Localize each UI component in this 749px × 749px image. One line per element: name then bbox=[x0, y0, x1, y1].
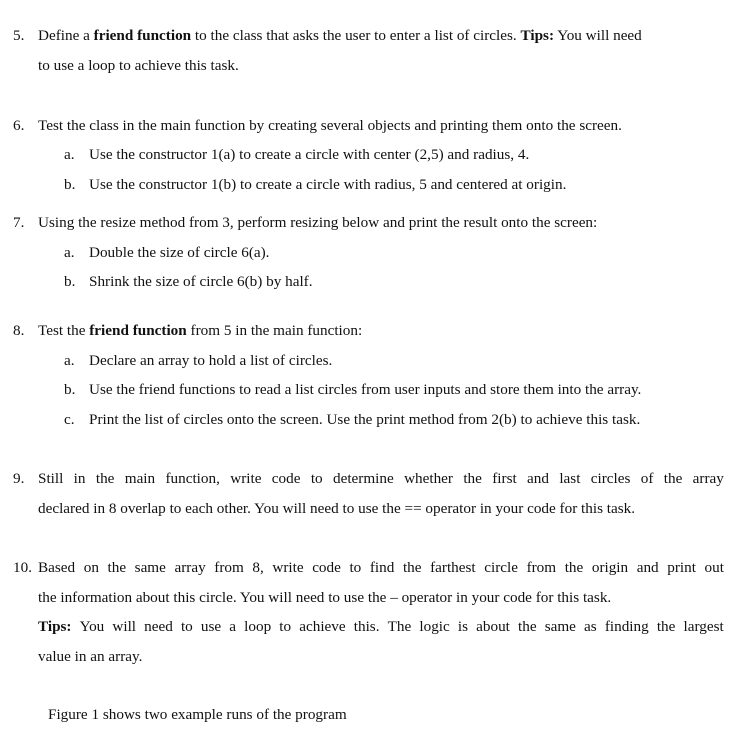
item-5-number: 5. bbox=[13, 27, 25, 44]
word: need bbox=[144, 618, 173, 635]
word: out bbox=[704, 559, 724, 576]
word: find bbox=[369, 559, 395, 576]
text-run: You will need bbox=[554, 27, 642, 44]
item-10-line-3 bbox=[38, 618, 724, 636]
item-5-line-2: to use a loop to achieve this task. bbox=[38, 57, 239, 74]
item-8c-label: c. bbox=[64, 411, 75, 428]
word: and bbox=[636, 559, 659, 576]
item-8b-label: b. bbox=[64, 381, 76, 398]
word: is bbox=[457, 618, 469, 635]
word: to bbox=[310, 470, 323, 487]
item-8a-label: a. bbox=[64, 352, 75, 369]
word: logic bbox=[419, 618, 450, 635]
item-7a-label: a. bbox=[64, 244, 75, 261]
item-10-number: 10. bbox=[13, 559, 32, 576]
word: the bbox=[564, 559, 584, 576]
word: origin bbox=[591, 559, 629, 576]
word: The bbox=[387, 618, 412, 635]
word: print bbox=[667, 559, 696, 576]
word: array bbox=[174, 559, 206, 576]
word: about bbox=[476, 618, 510, 635]
word: same bbox=[134, 559, 166, 576]
item-7-text: Using the resize method from 3, perform resizing below and print the result onto the screen: bbox=[38, 214, 598, 231]
word: loop bbox=[244, 618, 272, 635]
item-10-line-4: value in an array. bbox=[38, 648, 143, 665]
item-9-number: 9. bbox=[13, 470, 25, 487]
word: this. bbox=[353, 618, 380, 635]
word: whether bbox=[404, 470, 453, 487]
word: code bbox=[271, 470, 301, 487]
item-8c-text: Print the list of circles onto the screen. Use the print method from 2(b) to achieve this task. bbox=[89, 411, 641, 428]
word: main bbox=[124, 470, 156, 487]
word: 8, bbox=[252, 559, 264, 576]
word: finding bbox=[604, 618, 649, 635]
word: array bbox=[692, 470, 724, 487]
item-7b-label: b. bbox=[64, 273, 76, 290]
item-9-line-1 bbox=[38, 470, 724, 488]
item-6b-label: b. bbox=[64, 176, 76, 193]
text-run: from 5 in the main function: bbox=[186, 322, 363, 339]
item-6b-text: Use the constructor 1(b) to create a circle with radius, 5 and centered at origin. bbox=[89, 176, 567, 193]
word: first bbox=[492, 470, 517, 487]
item-8-number: 8. bbox=[13, 322, 25, 339]
word: to bbox=[180, 618, 193, 635]
item-8b-text: Use the friend functions to read a list circles from user inputs and store them into the array. bbox=[89, 381, 642, 398]
item-6a-label: a. bbox=[64, 146, 75, 163]
word: to bbox=[279, 618, 292, 635]
word: the bbox=[95, 470, 115, 487]
word: determine bbox=[332, 470, 394, 487]
word: the bbox=[656, 618, 676, 635]
text-run: Test the bbox=[38, 322, 90, 339]
bold-term-friend-function: friend function bbox=[93, 27, 192, 44]
item-10-line-1 bbox=[38, 559, 724, 577]
word: and bbox=[527, 470, 549, 487]
item-6-number: 6. bbox=[13, 117, 25, 134]
word: You bbox=[79, 618, 105, 635]
bold-term-friend-function: friend function bbox=[89, 322, 187, 339]
item-7-number: 7. bbox=[13, 214, 25, 231]
figure-caption: Figure 1 shows two example runs of the program bbox=[48, 706, 347, 723]
word: write bbox=[230, 470, 262, 487]
item-8a-text: Declare an array to hold a list of circles. bbox=[89, 352, 333, 369]
word: from bbox=[526, 559, 557, 576]
word: last bbox=[559, 470, 581, 487]
word: write bbox=[272, 559, 304, 576]
word: as bbox=[584, 618, 597, 635]
word: the bbox=[463, 470, 482, 487]
word: of bbox=[640, 470, 654, 487]
tips-label: Tips: bbox=[38, 618, 72, 635]
item-7b-text: Shrink the size of circle 6(b) by half. bbox=[89, 273, 313, 290]
word: a bbox=[229, 618, 237, 635]
item-5-line-1 bbox=[38, 27, 642, 45]
word: will bbox=[112, 618, 137, 635]
word: to bbox=[349, 559, 362, 576]
word: the bbox=[518, 618, 537, 635]
tips-label: Tips: bbox=[520, 27, 555, 44]
word: code bbox=[312, 559, 341, 576]
item-9-line-2: declared in 8 overlap to each other. You will need to use the == operator in your code for this task. bbox=[38, 500, 636, 517]
word: on bbox=[83, 559, 99, 576]
word: circle bbox=[484, 559, 518, 576]
word: the bbox=[107, 559, 127, 576]
text-run: Define a bbox=[38, 27, 94, 44]
word: circles bbox=[590, 470, 631, 487]
word: the bbox=[663, 470, 683, 487]
word: same bbox=[544, 618, 576, 635]
word: Based bbox=[38, 559, 76, 576]
word: the bbox=[402, 559, 422, 576]
word: use bbox=[200, 618, 222, 635]
word: achieve bbox=[299, 618, 346, 635]
item-6-text: Test the class in the main function by creating several objects and printing them onto the screen. bbox=[38, 117, 622, 134]
word: farthest bbox=[430, 559, 476, 576]
item-8-text bbox=[38, 322, 362, 340]
word: in bbox=[73, 470, 86, 487]
item-6a-text: Use the constructor 1(a) to create a circle with center (2,5) and radius, 4. bbox=[89, 146, 530, 163]
word: function, bbox=[165, 470, 220, 487]
text-run: to the class that asks the user to enter a list of circles. bbox=[191, 27, 521, 44]
word: Still bbox=[38, 470, 64, 487]
word: from bbox=[214, 559, 244, 576]
word: largest bbox=[683, 618, 724, 635]
item-10-line-2: the information about this circle. You will need to use the – operator in your code for this task. bbox=[38, 589, 612, 606]
item-7a-text: Double the size of circle 6(a). bbox=[89, 244, 270, 261]
